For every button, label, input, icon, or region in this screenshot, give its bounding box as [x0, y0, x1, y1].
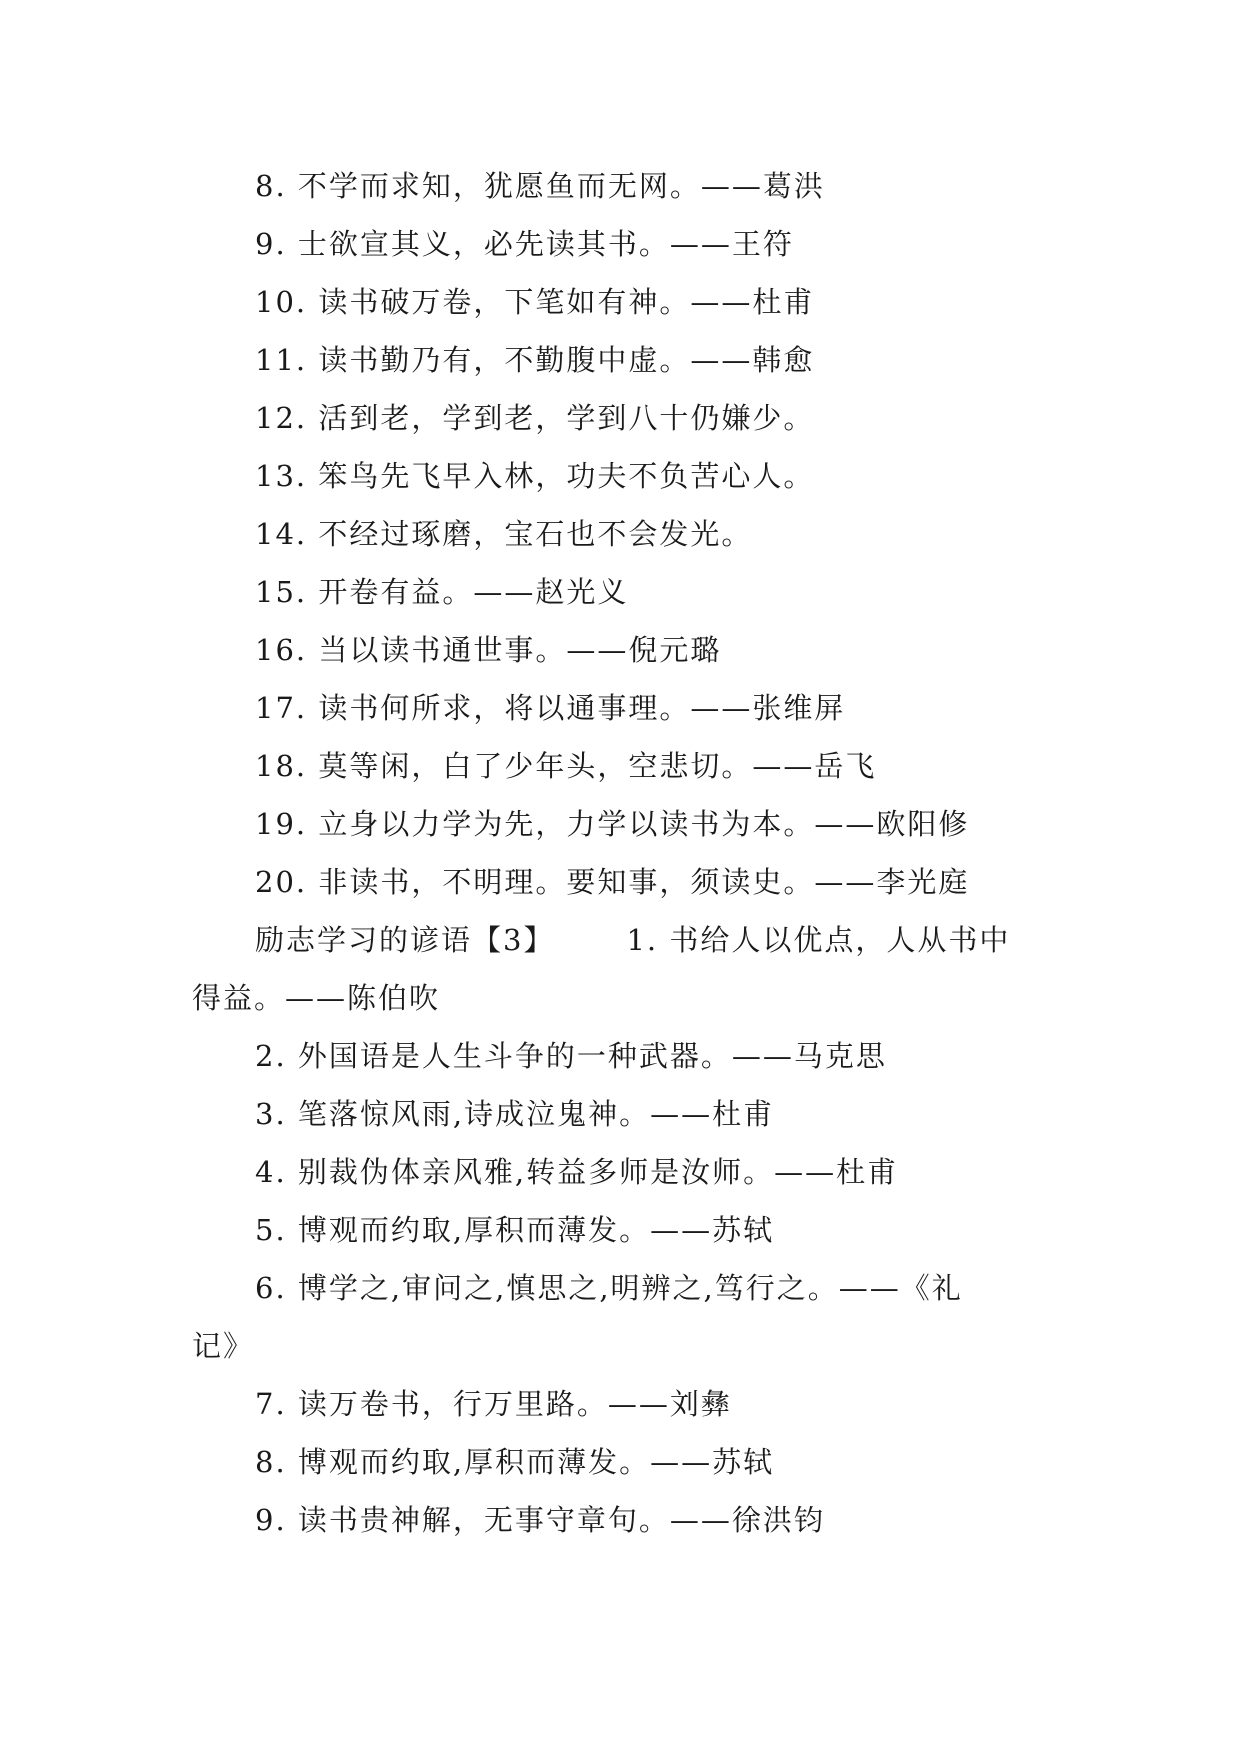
quote-line: 9. 读书贵神解，无事守章句。——徐洪钧 [255, 1503, 825, 1537]
document-body [192, 157, 1052, 1549]
quote-line: 12. 活到老，学到老，学到八十仍嫌少。 [255, 401, 815, 435]
quote-line: 11. 读书勤乃有，不勤腹中虚。——韩愈 [255, 343, 815, 377]
quote-line: 13. 笨鸟先飞早入林，功夫不负苦心人。 [255, 459, 815, 493]
quote-line: 6. 博学之,审问之,慎思之,明辨之,笃行之。——《礼 [255, 1271, 963, 1305]
quote-line: 4. 别裁伪体亲风雅,转益多师是汝师。——杜甫 [255, 1155, 899, 1189]
quote-line: 18. 莫等闲，白了少年头，空悲切。——岳飞 [255, 749, 877, 783]
quote-line: 16. 当以读书通世事。——倪元璐 [255, 633, 722, 667]
quote-line: 7. 读万卷书，行万里路。——刘彝 [255, 1387, 732, 1421]
quote-line-continuation: 得益。——陈伯吹 [192, 981, 441, 1015]
quote-line: 5. 博观而约取,厚积而薄发。——苏轼 [255, 1213, 775, 1247]
quote-line: 19. 立身以力学为先，力学以读书为本。——欧阳修 [255, 807, 970, 841]
quote-line: 17. 读书何所求，将以通事理。——张维屏 [255, 691, 846, 725]
quote-line: 10. 读书破万卷，下笔如有神。——杜甫 [255, 285, 815, 319]
section-heading-line [192, 911, 1052, 969]
section-heading: 励志学习的谚语【3】 [255, 923, 555, 957]
quote-line: 3. 笔落惊风雨,诗成泣鬼神。——杜甫 [255, 1097, 775, 1131]
quote-line: 8. 不学而求知，犹愿鱼而无网。——葛洪 [255, 169, 825, 203]
quote-line: 2. 外国语是人生斗争的一种武器。——马克思 [255, 1039, 887, 1073]
quote-line-continuation: 记》 [192, 1329, 255, 1363]
quote-line: 15. 开卷有益。——赵光义 [255, 575, 629, 609]
quote-line: 20. 非读书，不明理。要知事，须读史。——李光庭 [255, 865, 970, 899]
quote-line: 1. 书给人以优点，人从书中 [626, 923, 1011, 957]
quote-line: 8. 博观而约取,厚积而薄发。——苏轼 [255, 1445, 775, 1479]
quote-line: 9. 士欲宣其义，必先读其书。——王符 [255, 227, 794, 261]
quote-line: 14. 不经过琢磨，宝石也不会发光。 [255, 517, 753, 551]
